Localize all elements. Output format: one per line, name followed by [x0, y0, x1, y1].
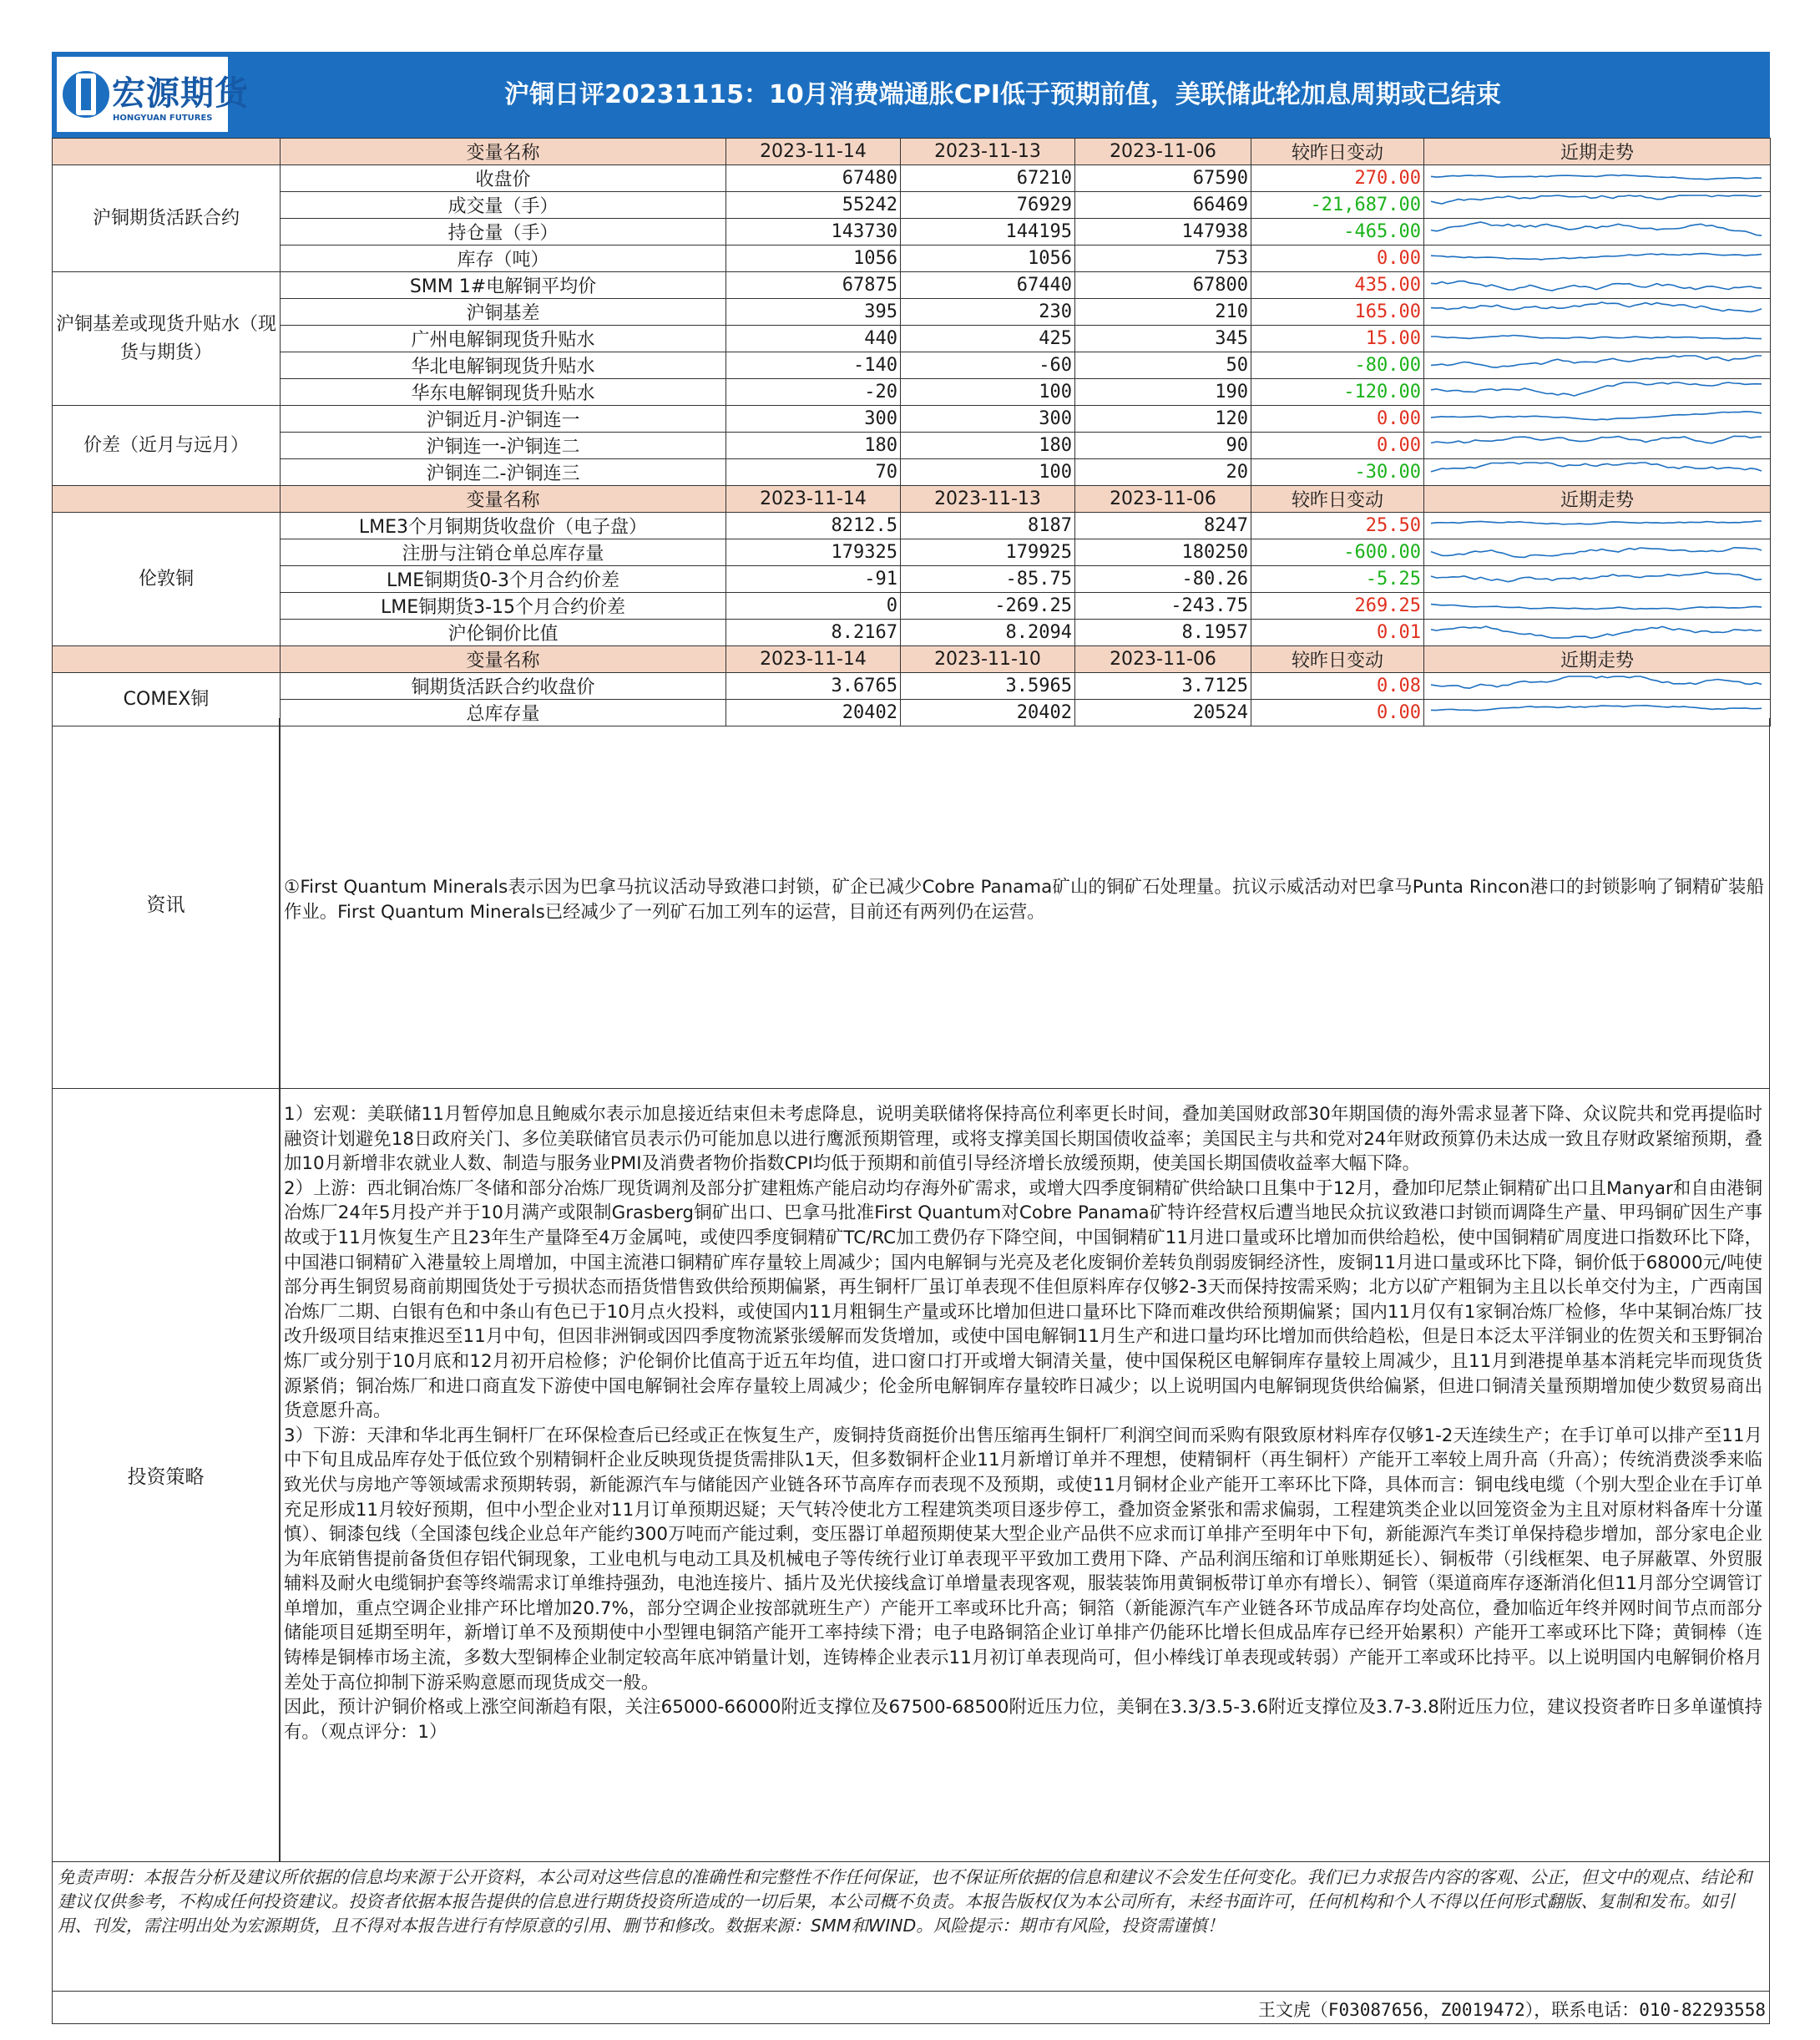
table-row	[53, 192, 1771, 219]
value-cell: 395	[726, 299, 901, 326]
variable-name: 沪伦铜价比值	[281, 620, 726, 646]
sparkline-icon	[1431, 594, 1762, 614]
value-cell: 90	[1075, 433, 1251, 459]
change-value: -30.00	[1251, 459, 1424, 486]
strategy-downstream: 3）下游：天津和华北再生铜杆厂在环保检查后已经或正在恢复生产，废铜持货商挺价出售压缩再生铜杆厂利润空间而采购有限致原材料库存仅够1-2天连续生产；在手订单可以排产至11月中下旬且成品库存处于低位致个别精铜杆企业反映现货提货需排队1天，但多数铜杆企业11月新增订单并不理想，使精铜杆（再生铜杆）产能开工率较上周升高（升高）；传统消费淡季来临致光伏与房地产等领域需求预期转弱，新能源汽车与储能因产业链各环节高库存而表现不及预期，或使11月铜材企业产能开工率环比下降，具体而言：铜电线电缆（个别大型企业在手订单充足形成11月较好预期，但中小型企业对11月订单预期迟疑；天气转冷使北方工程建筑类项目逐步停工，叠加资金紧张和需求偏弱，工程建筑类企业以回笼资金为主且对原材料备库十分谨慎）、铜漆包线（全国漆包线企业总年产能约300万吨而产能过剩，变压器订单超预期使某大型企业产品供不应求而订单排产至明年中下旬，新能源汽车类订单保持稳步增加，部分家电企业为年底销售提前备货但存铝代铜现象，工业电机与电动工具及机械电子等传统行业订单表现平平致加工费用下降、产品利润压缩和订单账期延长）、铜板带（引线框架、电子屏蔽罩、外贸服辅料及耐火电缆铜护套等终端需求订单维持强劲，电池连接片、插片及光伏接线盒订单增量表现客观，服装装饰用黄铜板带订单亦有增长）、铜管（渠道商库存逐渐消化但11月部分空调管订单增加，重点空调企业排产环比增加20.7%，部分空调企业按部就班生产）产能开工率或环比升高；铜箔（新能源汽车产业链各环节成品库存均处高位，叠加临近年终并网时间节点而部分储能项目延期至明年，新增订单不及预期使中小型锂电铜箔产能开工率持续下滑；电子电路铜箔企业订单排产仍能环比增长但成品库存已经开始累积）产能开工率或环比下降；黄铜棒（连铸棒是铜棒市场主流，多数大型铜棒企业制定较高年底冲销量计划，连铸棒企业表示11月初订单表现尚可，但小棒线订单表现或转弱）产能开工率或环比持平。以上说明国内电解铜价格月差处于高位抑制下游采购意愿而现货成交一般。	[284, 1425, 1762, 1693]
value-cell: 8.2094	[901, 620, 1075, 646]
news-cell	[280, 718, 1770, 1089]
value-cell: 180	[901, 433, 1075, 459]
logo-text-en: HONGYUAN FUTURES	[113, 114, 213, 123]
sparkline-cell	[1424, 219, 1771, 246]
value-cell: 210	[1075, 299, 1251, 326]
sparkline-cell	[1424, 620, 1771, 646]
category-label: 沪铜期货活跃合约	[53, 165, 281, 272]
value-cell: 20402	[726, 700, 901, 726]
news-text: ①First Quantum Minerals表示因为巴拿马抗议活动导致港口封锁，矿企已减少Cobre Panama矿山的铜矿石处理量。抗议示威活动对巴拿马Punta Rincon港口的封锁影响了铜精矿装船作业。First Quantum Minerals已经减少了一列矿石加工列车的运营，目前还有两列仍在运营。	[284, 877, 1764, 923]
sparkline-cell	[1424, 379, 1771, 406]
value-cell: -140	[726, 352, 901, 379]
value-cell: 8.2167	[726, 620, 901, 646]
strategy-label: 投资策略	[52, 1089, 280, 1862]
change-value: 0.00	[1251, 433, 1424, 459]
strategy-macro: 1）宏观：美联储11月暂停加息且鲍威尔表示加息接近结束但未考虑降息，说明美联储将保持高位利率更长时间，叠加美国财政部30年期国债的海外需求显著下降、众议院共和党再提临时融资计划避免18日政府关门、多位美联储官员表示仍可能加息以进行鹰派预期管理，或将支撑美国长期国债收益率；美国民主与共和党对24年财政预算仍未达成一致且存财政紧缩预期，叠加10月新增非农就业人数、制造与服务业PMI及消费者物价指数CPI均低于预期和前值引导经济增长放缓预期，使美国长期国债收益率大幅下降。	[284, 1104, 1762, 1175]
value-cell: 190	[1075, 379, 1251, 406]
value-cell: 144195	[901, 219, 1075, 246]
table-row	[53, 299, 1771, 326]
value-cell: -20	[726, 379, 901, 406]
strategy-upstream: 2）上游：西北铜冶炼厂冬储和部分冶炼厂现货调剂及部分扩建粗炼产能启动均存海外矿需求，或增大四季度铜精矿供给缺口且集中于12月，叠加印尼禁止铜精矿出口且Manyar和自由港铜冶炼厂24年5月投产并于10月满产或限制Grasberg铜矿出口、巴拿马批准First Quantum对Cobre Panama矿特许经营权后遭当地民众抗议致港口封锁而调降生产量、甲玛铜矿因生产事故或于11月恢复生产且23年生产量降至4万金属吨，或使四季度铜精矿TC/RC加工费仍存下降空间，中国铜精矿11月进口量或环比增加而供给趋松，使中国铜精矿周度进口指数环比下降，中国港口铜精矿入港量较上周增加，中国主流港口铜精矿库存量较上周减少；国内电解铜与光亮及老化废铜价差转负削弱废铜经济性，废铜11月进口量或环比下降，铜价低于68000元/吨使部分再生铜贸易商前期囤货处于亏损状态而捂货惜售致供给预期偏紧，再生铜杆厂虽订单表现不佳但原料库存仅够2-3天而保持按需采购；北方以矿产粗铜为主且以长单交付为主，广西南国冶炼厂二期、白银有色和中条山有色已于10月点火投料，或使国内11月粗铜生产量或环比增加但进口量环比下降而难改供给预期偏紧；国内11月仅有1家铜冶炼厂检修，华中某铜冶炼厂技改升级项目结束推迟至11月中旬，但因非洲铜或因四季度物流紧张缓解而发货增加，或使中国电解铜11月生产和进口量均环比增加而供给趋松，但是日本泛太平洋铜业的佐贺关和玉野铜冶炼厂或分别于10月底和12月初开启检修；沪伦铜价比值高于近五年均值，进口窗口打开或增大铜清关量，使中国保税区电解铜库存量较上周减少，且11月到港提单基本消耗完毕而现货货源紧俏；铜冶炼厂和进口商直发下游使中国电解铜社会库存量较上周减少；伦金所电解铜库存量较昨日减少；以上说明国内电解铜现货供给偏紧，但进口铜清关量预期增加使少数贸易商出货意愿升高。	[284, 1177, 1762, 1422]
value-cell: 425	[901, 326, 1075, 352]
change-value: 0.00	[1251, 700, 1424, 726]
value-cell: 8212.5	[726, 513, 901, 539]
change-value: 270.00	[1251, 165, 1424, 192]
table-row	[53, 459, 1771, 486]
variable-name: 库存（吨）	[281, 246, 726, 272]
text-section	[52, 718, 1770, 1862]
sparkline-cell	[1424, 272, 1771, 299]
value-cell: 67210	[901, 165, 1075, 192]
value-cell: -85.75	[901, 566, 1075, 593]
variable-name: LME铜期货0-3个月合约价差	[281, 566, 726, 593]
header-trend: 近期走势	[1424, 139, 1771, 165]
sparkline-icon	[1431, 193, 1762, 213]
value-cell: 20	[1075, 459, 1251, 486]
table-row	[53, 566, 1771, 593]
header-date: 2023-11-06	[1075, 139, 1251, 165]
variable-name: 沪铜基差	[281, 299, 726, 326]
value-cell: 143730	[726, 219, 901, 246]
report-header	[52, 52, 1770, 138]
sparkline-cell	[1424, 326, 1771, 352]
value-cell: -243.75	[1075, 593, 1251, 620]
value-cell: 66469	[1075, 192, 1251, 219]
change-value: 435.00	[1251, 272, 1424, 299]
variable-name: LME铜期货3-15个月合约价差	[281, 593, 726, 620]
value-cell: 67480	[726, 165, 901, 192]
news-label: 资讯	[52, 718, 280, 1089]
value-cell: 100	[901, 379, 1075, 406]
change-value: 0.08	[1251, 673, 1424, 700]
sparkline-cell	[1424, 593, 1771, 620]
value-cell: 67800	[1075, 272, 1251, 299]
value-cell: 753	[1075, 246, 1251, 272]
header-variable: 变量名称	[281, 486, 726, 513]
value-cell: 50	[1075, 352, 1251, 379]
sparkline-icon	[1431, 327, 1762, 347]
variable-name: 沪铜近月-沪铜连一	[281, 406, 726, 433]
sparkline-icon	[1431, 166, 1762, 186]
sparkline-icon	[1431, 674, 1762, 694]
sparkline-cell	[1424, 459, 1771, 486]
value-cell: 1056	[901, 246, 1075, 272]
change-value: -120.00	[1251, 379, 1424, 406]
sparkline-icon	[1431, 300, 1762, 320]
sparkline-cell	[1424, 299, 1771, 326]
strategy-text	[284, 1102, 1762, 1744]
value-cell: 179925	[901, 539, 1075, 566]
sparkline-cell	[1424, 513, 1771, 539]
report-title: 沪铜日评20231115：10月消费端通胀CPI低于预期前值，美联储此轮加息周期或已结束	[504, 80, 1501, 109]
value-cell: 440	[726, 326, 901, 352]
category-label: 价差（近月与远月）	[53, 406, 281, 486]
sparkline-icon	[1431, 380, 1762, 400]
sparkline-cell	[1424, 165, 1771, 192]
table-row	[53, 620, 1771, 646]
table-row	[53, 352, 1771, 379]
value-cell: 70	[726, 459, 901, 486]
value-cell: -91	[726, 566, 901, 593]
value-cell: 67440	[901, 272, 1075, 299]
header-date: 2023-11-06	[1075, 486, 1251, 513]
variable-name: 总库存量	[281, 700, 726, 726]
category-label: 伦敦铜	[53, 513, 281, 646]
logo-emblem-icon	[61, 65, 111, 124]
value-cell: 55242	[726, 192, 901, 219]
value-cell: 3.6765	[726, 673, 901, 700]
header-change: 较昨日变动	[1251, 139, 1424, 165]
variable-name: LME3个月铜期货收盘价（电子盘）	[281, 513, 726, 539]
variable-name: 铜期货活跃合约收盘价	[281, 673, 726, 700]
sparkline-icon	[1431, 567, 1762, 587]
value-cell: 20402	[901, 700, 1075, 726]
sparkline-icon	[1431, 407, 1762, 427]
sparkline-cell	[1424, 539, 1771, 566]
sparkline-cell	[1424, 352, 1771, 379]
data-table	[52, 138, 1771, 726]
strategy-conclusion: 因此，预计沪铜价格或上涨空间渐趋有限，关注65000-66000附近支撑位及67500-68500附近压力位，美铜在3.3/3.5-3.6附近支撑位及3.7-3.8附近压力位，建议投资者昨日多单谨慎持有。（观点评分：1）	[284, 1697, 1762, 1743]
variable-name: 收盘价	[281, 165, 726, 192]
table-row	[53, 379, 1771, 406]
sparkline-icon	[1431, 220, 1762, 240]
header-row	[53, 646, 1771, 673]
variable-name: 华东电解铜现货升贴水	[281, 379, 726, 406]
value-cell: 8.1957	[1075, 620, 1251, 646]
table-row	[53, 165, 1771, 192]
header-date: 2023-11-13	[901, 486, 1075, 513]
table-row	[53, 406, 1771, 433]
value-cell: 8247	[1075, 513, 1251, 539]
disclaimer: 免责声明：本报告分析及建议所依据的信息均来源于公开资料，本公司对这些信息的准确性和完整性不作任何保证，也不保证所依据的信息和建议不会发生任何变化。我们已力求报告内容的客观、公正，但文中的观点、结论和建议仅供参考，不构成任何投资建议。投资者依据本报告提供的信息进行期货投资所造成的一切后果，本公司概不负责。本报告版权仅为本公司所有，未经书面许可，任何机构和个人不得以任何形式翻版、复制和发布。如引用、刊发，需注明出处为宏源期货，且不得对本报告进行有悖原意的引用、删节和修改。数据来源：SMM和WIND。风险提示：期市有风险，投资需谨慎！	[52, 1862, 1770, 1992]
header-spacer	[53, 646, 281, 673]
sparkline-icon	[1431, 514, 1762, 534]
change-value: 269.25	[1251, 593, 1424, 620]
header-date: 2023-11-14	[726, 139, 901, 165]
header-variable: 变量名称	[281, 139, 726, 165]
table-row	[53, 272, 1771, 299]
header-date: 2023-11-10	[901, 646, 1075, 673]
change-value: -21,687.00	[1251, 192, 1424, 219]
change-value: 0.00	[1251, 246, 1424, 272]
strategy-cell	[280, 1089, 1770, 1862]
table-row	[53, 326, 1771, 352]
change-value: -600.00	[1251, 539, 1424, 566]
category-label: COMEX铜	[53, 673, 281, 726]
report-frame	[52, 52, 1770, 2024]
change-value: 15.00	[1251, 326, 1424, 352]
value-cell: 8187	[901, 513, 1075, 539]
variable-name: 广州电解铜现货升贴水	[281, 326, 726, 352]
change-value: 165.00	[1251, 299, 1424, 326]
value-cell: 67875	[726, 272, 901, 299]
value-cell: 300	[901, 406, 1075, 433]
change-value: 0.01	[1251, 620, 1424, 646]
sparkline-icon	[1431, 460, 1762, 480]
header-spacer	[53, 139, 281, 165]
variable-name: 沪铜连一-沪铜连二	[281, 433, 726, 459]
header-change: 较昨日变动	[1251, 486, 1424, 513]
sparkline-cell	[1424, 433, 1771, 459]
header-date: 2023-11-14	[726, 646, 901, 673]
table-row	[53, 219, 1771, 246]
change-value: 0.00	[1251, 406, 1424, 433]
sparkline-icon	[1431, 620, 1762, 640]
sparkline-cell	[1424, 246, 1771, 272]
header-row	[53, 486, 1771, 513]
value-cell: 67590	[1075, 165, 1251, 192]
table-row	[53, 593, 1771, 620]
sparkline-icon	[1431, 701, 1762, 721]
table-row	[53, 539, 1771, 566]
value-cell: 3.7125	[1075, 673, 1251, 700]
sparkline-cell	[1424, 406, 1771, 433]
change-value: -465.00	[1251, 219, 1424, 246]
value-cell: 100	[901, 459, 1075, 486]
change-value: -80.00	[1251, 352, 1424, 379]
value-cell: -269.25	[901, 593, 1075, 620]
variable-name: 成交量（手）	[281, 192, 726, 219]
sparkline-icon	[1431, 433, 1762, 453]
variable-name: 持仓量（手）	[281, 219, 726, 246]
table-row	[53, 246, 1771, 272]
analyst-contact: 王文虎（F03087656，Z0019472），联系电话：010-82293558	[52, 1992, 1770, 2024]
sparkline-icon	[1431, 540, 1762, 560]
logo-text-cn: 宏源期货	[112, 74, 249, 113]
value-cell: -80.26	[1075, 566, 1251, 593]
category-label: 沪铜基差或现货升贴水（现货与期货）	[53, 272, 281, 406]
value-cell: -60	[901, 352, 1075, 379]
value-cell: 3.5965	[901, 673, 1075, 700]
header-date: 2023-11-14	[726, 486, 901, 513]
header-row	[53, 139, 1771, 165]
value-cell: 0	[726, 593, 901, 620]
header-change: 较昨日变动	[1251, 646, 1424, 673]
sparkline-cell	[1424, 566, 1771, 593]
value-cell: 180	[726, 433, 901, 459]
variable-name: 沪铜连二-沪铜连三	[281, 459, 726, 486]
variable-name: SMM 1#电解铜平均价	[281, 272, 726, 299]
header-spacer	[53, 486, 281, 513]
header-date: 2023-11-06	[1075, 646, 1251, 673]
company-logo	[57, 57, 249, 132]
sparkline-icon	[1431, 273, 1762, 293]
value-cell: 180250	[1075, 539, 1251, 566]
table-row	[53, 433, 1771, 459]
value-cell: 300	[726, 406, 901, 433]
header-date: 2023-11-13	[901, 139, 1075, 165]
variable-name: 注册与注销仓单总库存量	[281, 539, 726, 566]
value-cell: 147938	[1075, 219, 1251, 246]
sparkline-cell	[1424, 673, 1771, 700]
header-trend: 近期走势	[1424, 486, 1771, 513]
table-row	[53, 513, 1771, 539]
change-value: -5.25	[1251, 566, 1424, 593]
sparkline-icon	[1431, 246, 1762, 266]
value-cell: 76929	[901, 192, 1075, 219]
variable-name: 华北电解铜现货升贴水	[281, 352, 726, 379]
sparkline-icon	[1431, 353, 1762, 373]
value-cell: 230	[901, 299, 1075, 326]
header-variable: 变量名称	[281, 646, 726, 673]
value-cell: 179325	[726, 539, 901, 566]
value-cell: 20524	[1075, 700, 1251, 726]
value-cell: 345	[1075, 326, 1251, 352]
value-cell: 1056	[726, 246, 901, 272]
change-value: 25.50	[1251, 513, 1424, 539]
header-trend: 近期走势	[1424, 646, 1771, 673]
value-cell: 120	[1075, 406, 1251, 433]
table-row	[53, 673, 1771, 700]
sparkline-cell	[1424, 192, 1771, 219]
